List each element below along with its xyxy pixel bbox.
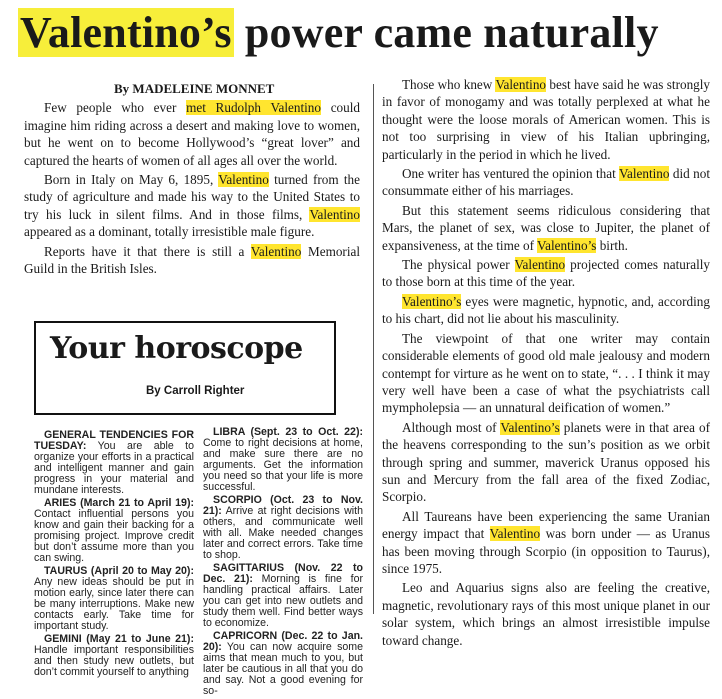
sign-entry <box>34 566 194 632</box>
text-run: birth. <box>596 237 628 253</box>
sign-heading: SCORPIO (Oct. 23 to Nov. 21): <box>203 494 363 517</box>
sign-text: Any new ideas should be put in motion early, since later there can be many interruptions. Make new contacts early. Take time for important study. <box>34 576 194 632</box>
paragraph <box>382 165 710 200</box>
headline <box>18 4 718 62</box>
text-run: All Taureans have been experiencing the same Uranian energy impact that <box>382 508 710 542</box>
paragraph <box>382 419 710 506</box>
text-run: planets were in that area of the heavens corresponding to the sun’s position as we orbit through spring and summer, maverick Uranus opposed his sun and Mercury from the fall area of the fixed Zodiac, Scorpio. <box>382 419 711 505</box>
sign-text: Come to right decisions at home, and make sure there are no arguments. Get the information you need so that your life is more successful. <box>203 437 363 493</box>
paragraph <box>382 202 710 254</box>
paragraph <box>382 579 710 649</box>
sign-heading: GENERAL TENDENCIES FOR TUESDAY: <box>34 429 194 452</box>
text-run: did not consummate either of his marriages. <box>382 166 710 199</box>
text-run: The physical power <box>402 257 515 273</box>
text-run: Reports have it that there is still a <box>44 243 251 259</box>
highlighted-term: Valentino <box>514 257 566 273</box>
sign-heading: GEMINI (May 21 to June 21): <box>44 633 194 645</box>
general-tendencies <box>34 430 194 496</box>
highlighted-term: met Rudolph Valentino <box>186 100 321 116</box>
text-run: Those who knew <box>402 77 496 92</box>
paragraph <box>382 508 710 578</box>
text-run: turned from the study of agriculture and made his way to the United States to try his luck in silent films. And in those films, <box>24 172 361 222</box>
sign-entry <box>203 631 363 697</box>
paragraph <box>382 256 710 291</box>
text-run: Memorial Guild in the British Isles. <box>24 243 360 277</box>
highlighted-term: Valentino’s <box>500 419 560 435</box>
sign-heading: SAGITTARIUS (Nov. 22 to Dec. 21): <box>203 562 363 585</box>
sign-heading: ARIES (March 21 to April 19): <box>44 497 194 509</box>
paragraph <box>24 243 360 278</box>
sign-text: You are able to organize your efforts in a practical and intelligent manner and gain progress in your material and mundane interests. <box>34 440 194 496</box>
text-run: eyes were magnetic, hypnotic, and, according to his chart, did not lie about his masculinity. <box>382 293 710 327</box>
article-body-left <box>24 99 360 277</box>
text-run: One writer has ventured the opinion that <box>402 166 619 182</box>
text-run: best have said he was strongly in favor of monogamy and was totally perplexed at what he thought were the loose morals of American women. This is not too surprising in view of his Italian upbringing, particularly in the period in which he lived. <box>382 77 711 162</box>
paragraph <box>382 293 710 328</box>
text-run: But this statement seems ridiculous considering that Mars, the planet of sex, was close to Jupiter, the planet of expansiveness, at the time of <box>382 202 710 253</box>
article-body-right <box>382 76 710 649</box>
sign-entry <box>203 495 363 561</box>
horoscope-author: By Carroll Righter <box>146 385 245 397</box>
byline: By MADELEINE MONNET <box>114 81 275 96</box>
sign-entry <box>34 498 194 564</box>
paragraph <box>24 171 360 241</box>
highlighted-term: Valentino <box>250 243 302 259</box>
sign-text: Contact influential persons you know and gain their backing for a promising project. Improve credit but don’t assume more than you can swing. <box>34 508 194 564</box>
highlighted-term: Valentino’s <box>402 293 462 309</box>
horoscope-title: Your horoscope <box>50 331 303 366</box>
highlighted-term: Valentino’s <box>537 237 597 253</box>
text-run: Although most of <box>402 419 501 435</box>
highlighted-term: Valentino <box>618 166 670 182</box>
text-run: Few people who ever <box>44 100 187 116</box>
sign-text: Handle important responsibilities and then study new outlets, but don’t commit yourself to anything <box>34 644 194 678</box>
highlighted-term: Valentino <box>218 172 269 188</box>
sign-heading: CAPRICORN (Dec. 22 to Jan. 20): <box>203 630 363 653</box>
highlighted-term: Valentino <box>309 206 360 222</box>
paragraph <box>24 99 360 169</box>
sign-heading: TAURUS (April 20 to May 20): <box>44 565 194 577</box>
text-run: could imagine him riding across a desert and making love to women, but he went on to become Hollywood’s “great lover” and captured the hearts of women of all ages all over the world. <box>24 100 360 168</box>
horoscope-header-box <box>34 321 336 415</box>
article-column-left <box>24 80 360 279</box>
sign-text: Morning is fine for handling practical affairs. Later you can get into new outlets and study them well. Find better ways to economize. <box>203 573 363 629</box>
text-run: projected comes naturally to those born at this time of the year. <box>382 257 710 290</box>
highlighted-term: Valentino <box>495 77 547 92</box>
horoscope-column-left <box>34 430 194 680</box>
paragraph <box>382 330 710 417</box>
highlighted-term: Valentino <box>489 526 541 542</box>
headline-highlight: Valentino’s <box>20 8 232 57</box>
sign-entry <box>203 427 363 493</box>
sign-heading: LIBRA (Sept. 23 to Oct. 22): <box>213 426 363 438</box>
sign-entry <box>203 563 363 629</box>
article-column-right <box>382 76 710 651</box>
horoscope-column-right <box>203 427 363 699</box>
text-run: Born in Italy on May 6, 1895, <box>44 172 219 188</box>
text-run: The viewpoint of that one writer may contain considerable elements of good old male jealousy and modern contempt for virture as he went on to state, “. . . I think it may very well have been a case of what the psychiatrists call mympholepsia — an unnatural deification of women.” <box>382 330 710 416</box>
text-run: Leo and Aquarius signs also are feeling the creative, magnetic, revolutionary rays of this most unique planet in our solar system, which brings an almost irresistible impulse toward change. <box>382 580 710 648</box>
sign-text: Arrive at right decisions with others, and communicate well with all. Make needed changes later and correct errors. Take time to shop. <box>203 505 363 561</box>
text-run: appeared as a dominant, totally irresistible male figure. <box>24 224 315 240</box>
headline-rest: power came naturally <box>233 8 659 57</box>
text-run: was born under — as Uranus has been moving through Scorpio (in opposition to Taurus), since 1975. <box>382 526 710 576</box>
column-divider <box>373 84 374 614</box>
paragraph <box>382 76 710 163</box>
sign-entry <box>34 634 194 678</box>
sign-text: You can now acquire some aims that mean much to you, but later be cautious in all that you do and say. Not a good evening for so- <box>203 641 363 697</box>
